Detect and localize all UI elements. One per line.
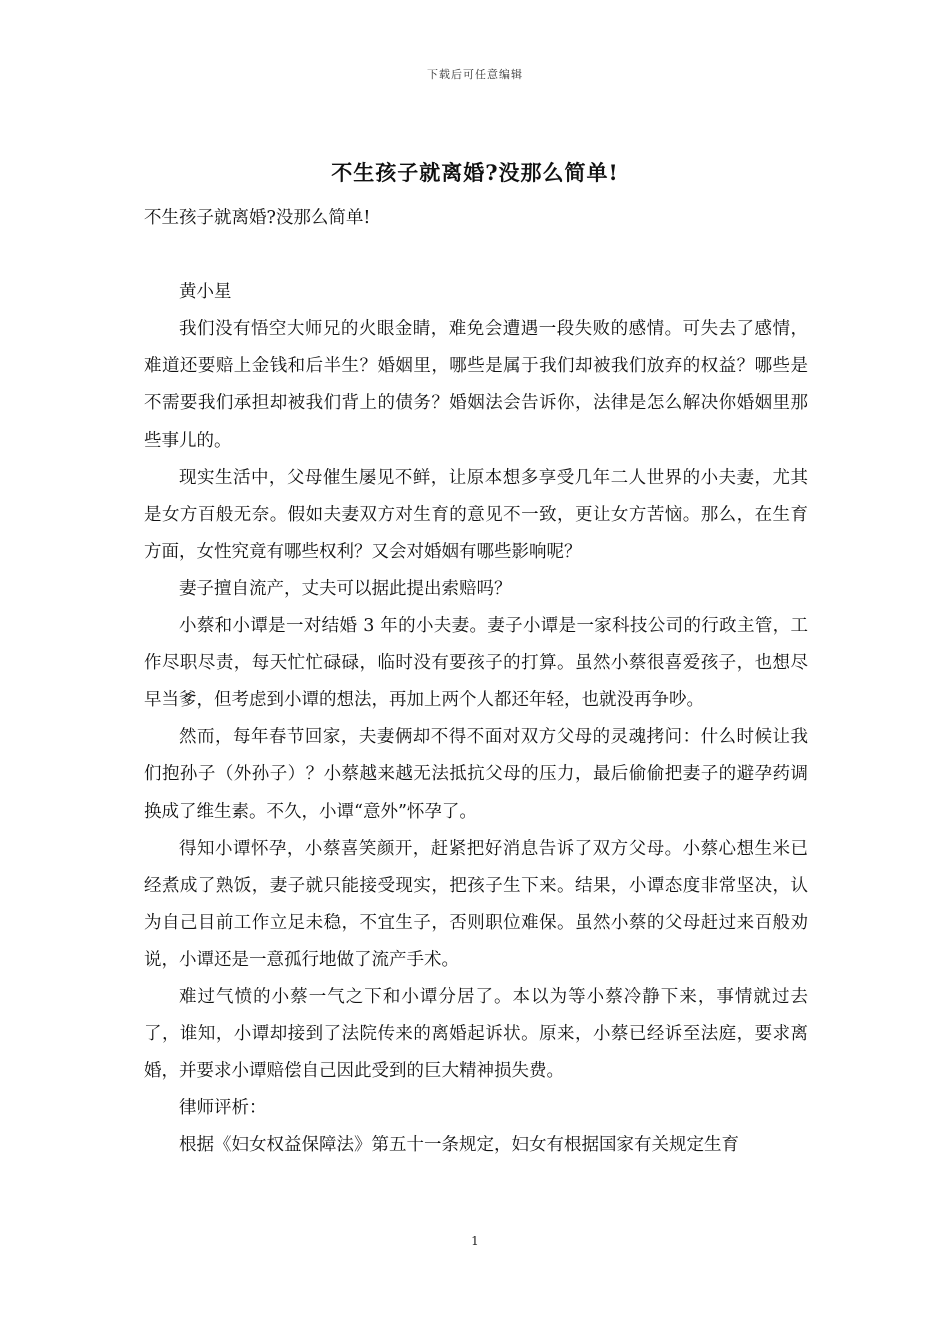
header-note: 下载后可任意编辑 xyxy=(427,68,523,81)
paragraph-case-2: 然而，每年春节回家，夫妻俩却不得不面对双方父母的灵魂拷问：什么时候让我们抱孙子（外孙子）？小蔡越来越无法抵抗父母的压力，最后偷偷把妻子的避孕药调换成了维生素。不久，小谭“意外”怀孕了。 xyxy=(144,727,808,822)
paragraph-intro: 我们没有悟空大师兄的火眼金睛，难免会遭遇一段失败的感情。可失去了感情，难道还要赔上金钱和后半生？婚姻里，哪些是属于我们却被我们放弃的权益？哪些是不需要我们承担却被我们背上的债务？婚姻法会告诉你，法律是怎么解决你婚姻里那些事儿的。 xyxy=(144,319,808,451)
author-name: 黄小星 xyxy=(179,282,232,303)
paragraph-case-3: 得知小谭怀孕，小蔡喜笑颜开，赶紧把好消息告诉了双方父母。小蔡心想生米已经煮成了熟饭，妻子就只能接受现实，把孩子生下来。结果，小谭态度非常坚决，认为自己目前工作立足未稳，不宜生子，否则职位难保。虽然小蔡的父母赶过来百般劝说，小谭还是一意孤行地做了流产手术。 xyxy=(144,838,808,970)
paragraph-question: 妻子擅自流产，丈夫可以据此提出索赔吗？ xyxy=(179,578,512,599)
blank-line xyxy=(144,237,808,274)
paragraph-case-4: 难过气愤的小蔡一气之下和小谭分居了。本以为等小蔡冷静下来，事情就过去了，谁知，小谭却接到了法院传来的离婚起诉状。原来，小蔡已经诉至法庭，要求离婚，并要求小谭赔偿自己因此受到的巨大精神损失费。 xyxy=(144,986,808,1082)
page-number: 1 xyxy=(471,1234,479,1248)
paragraph-case-1: 小蔡和小谭是一对结婚 3 年的小夫妻。妻子小谭是一家科技公司的行政主管，工作尽职尽责，每天忙忙碌碌，临时没有要孩子的打算。虽然小蔡很喜爱孩子，也想尽早当爹，但考虑到小谭的想法，再加上两个人都还年轻，也就没再争吵。 xyxy=(144,616,808,711)
page-title: 不生孩子就离婚?没那么简单! xyxy=(331,160,619,185)
article-body xyxy=(144,200,808,1164)
paragraph-lawyer-heading: 律师评析： xyxy=(179,1098,267,1119)
article-subtitle: 不生孩子就离婚?没那么简单! xyxy=(144,208,371,228)
paragraph-background: 现实生活中，父母催生屡见不鲜，让原本想多享受几年二人世界的小夫妻，尤其是女方百般无奈。假如夫妻双方对生育的意见不一致，更让女方苦恼。那么，在生育方面，女性究竟有哪些权利？又会对婚姻有哪些影响呢？ xyxy=(144,467,808,562)
paragraph-law-citation: 根据《妇女权益保障法》第五十一条规定，妇女有根据国家有关规定生育 xyxy=(179,1135,739,1156)
